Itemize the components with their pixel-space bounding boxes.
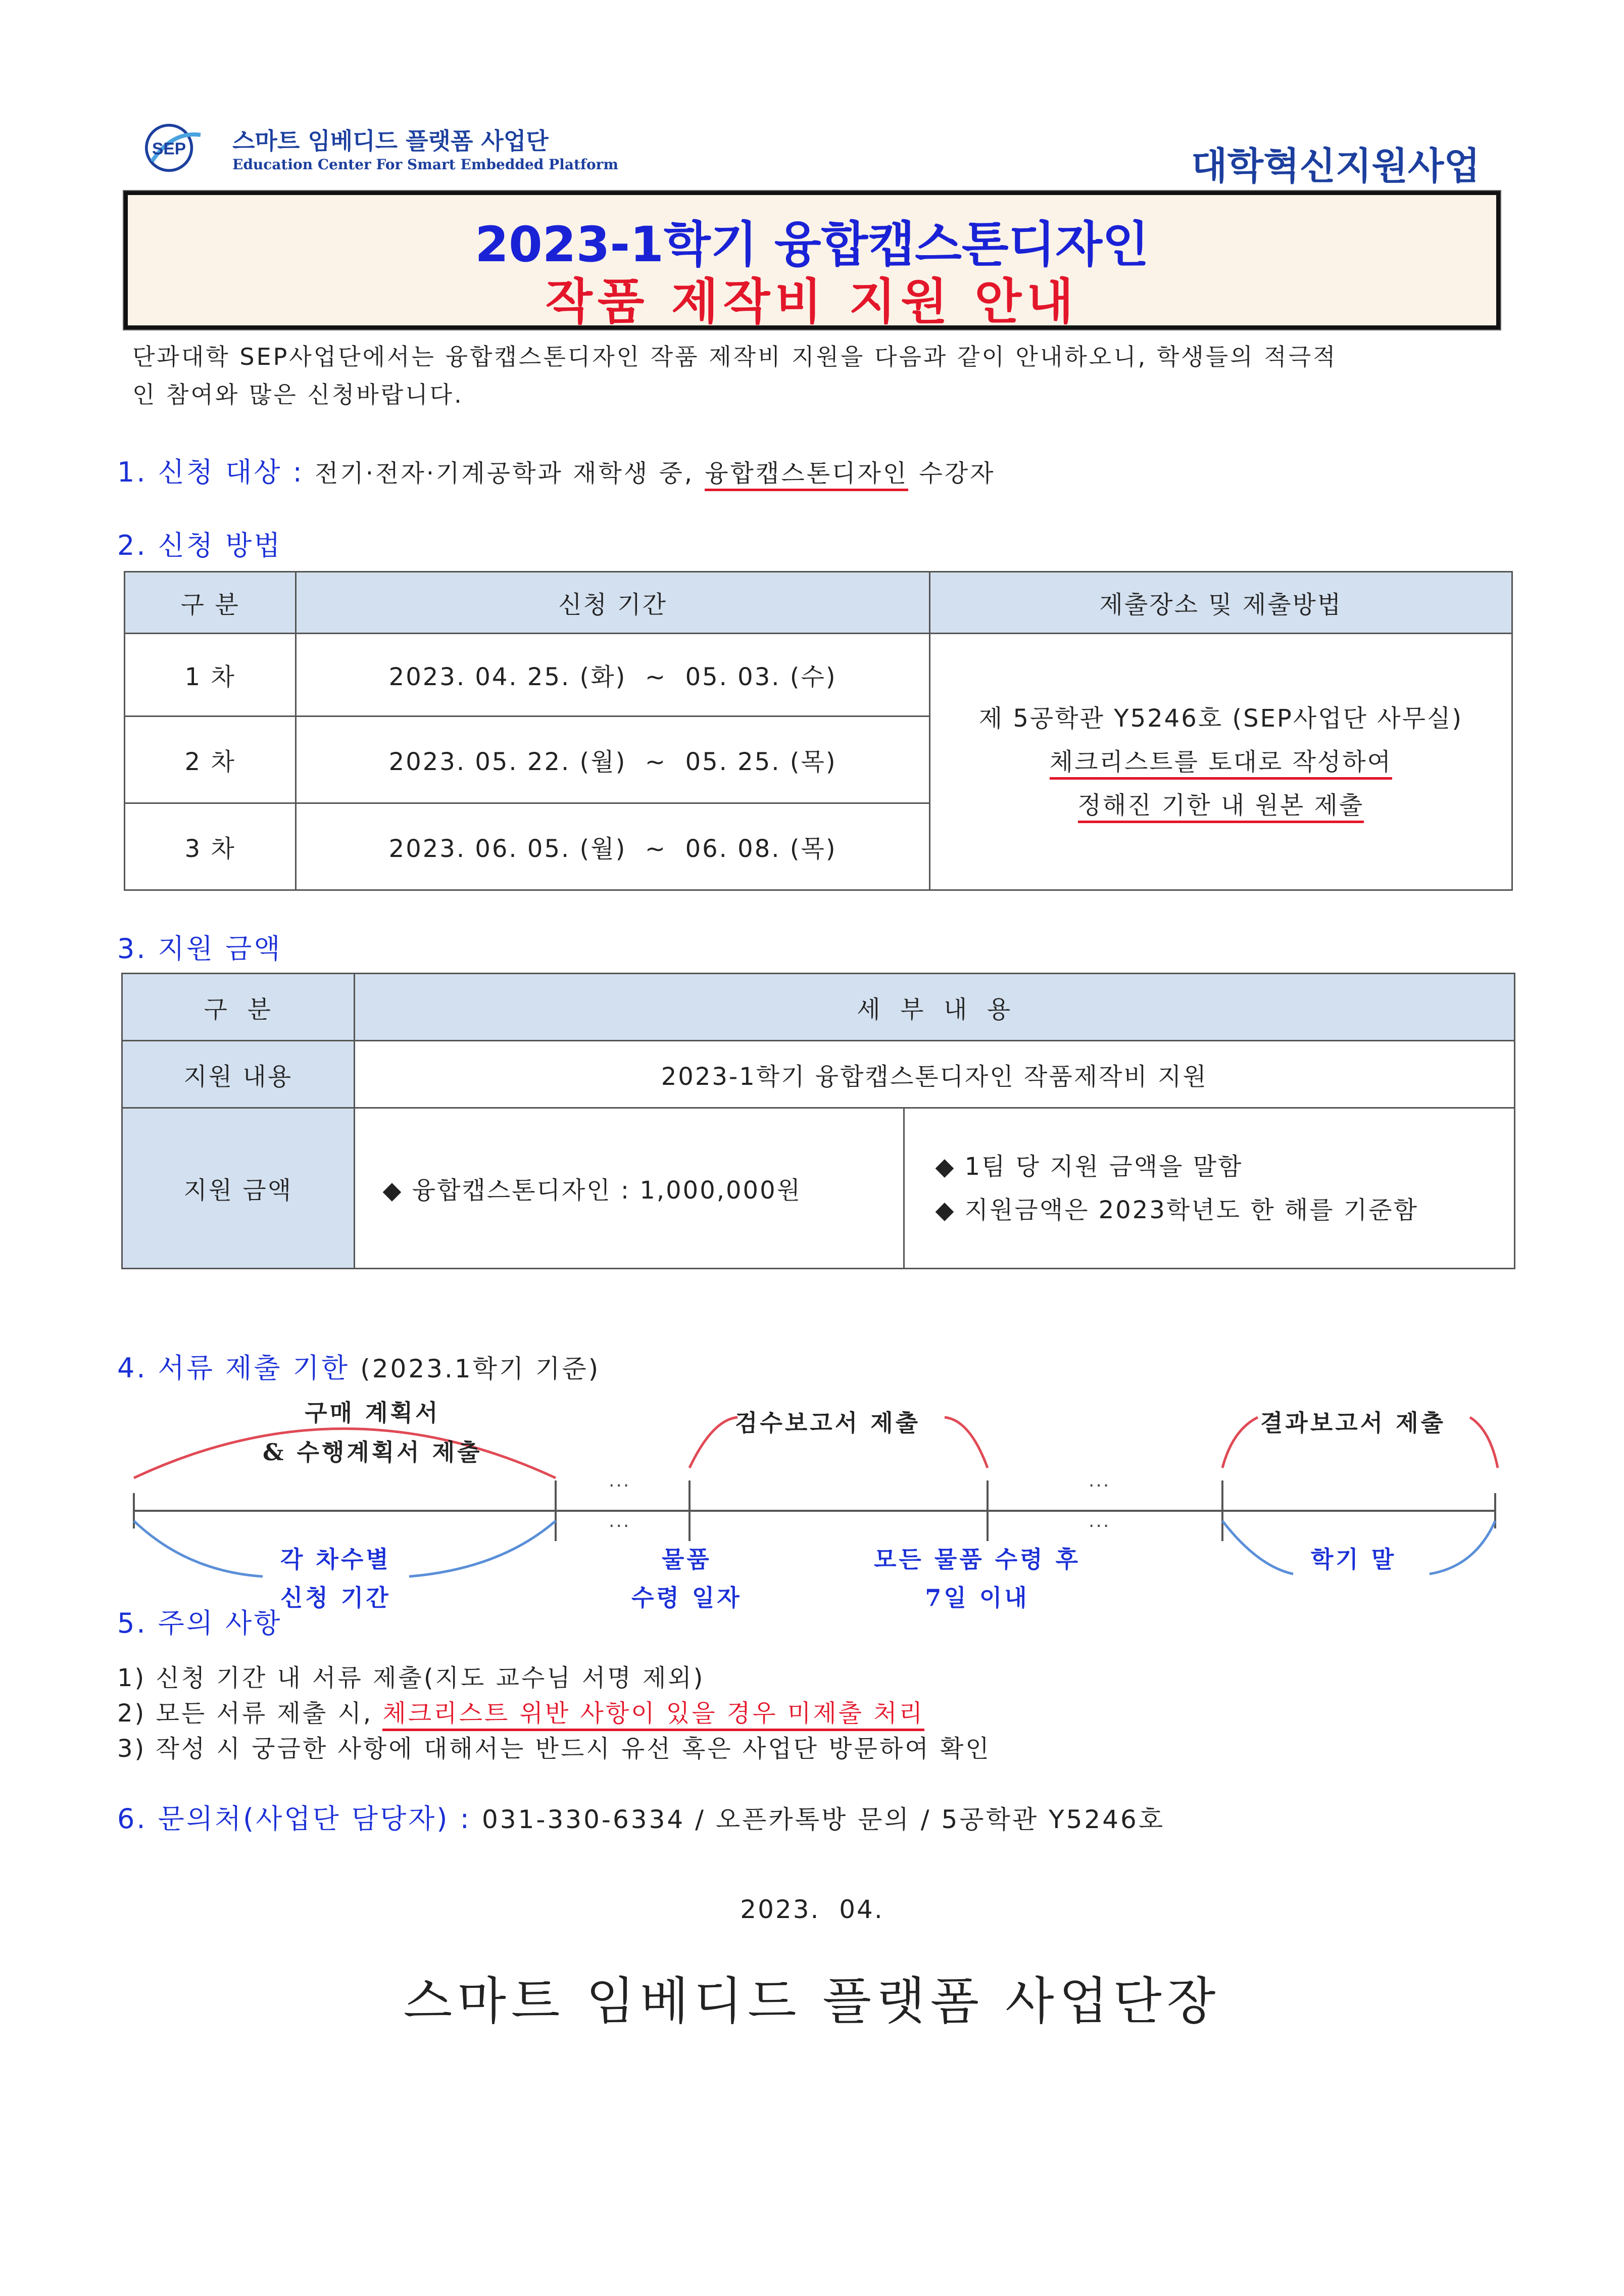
logo	[144, 119, 618, 189]
section-3-heading: 3. 지원 금액	[117, 933, 282, 965]
note-item-2-highlight: 체크리스트 위반 사항이 있을 경우 미제출 처리	[382, 1699, 924, 1731]
timeline-top-1	[263, 1395, 482, 1467]
amount-notes	[904, 1108, 1515, 1269]
footer-signature: 스마트 임베디드 플랫폼 사업단장	[403, 1972, 1221, 2031]
timeline-bottom-2	[631, 1541, 742, 1613]
section-1-highlight: 융합캡스톤디자인	[705, 459, 908, 491]
timeline-top-3: 결과보고서 제출	[1260, 1409, 1446, 1437]
logo-title: 스마트 임베디드 플랫폼 사업단	[232, 127, 549, 155]
method-line-2: 정해진 기한 내 원본 제출	[1078, 791, 1364, 823]
note-item-3: 3) 작성 시 궁금한 사항에 대해서는 반드시 유선 혹은 사업단 방문하여 확인	[117, 1735, 991, 1763]
timeline-bottom-3-line-2: 7일 이내	[925, 1584, 1029, 1611]
section-1	[117, 451, 996, 490]
note-item-2-prefix: 2) 모든 서류 제출 시,	[117, 1699, 373, 1728]
period-cell: 2023. 06. 05. (월) ~ 06. 08. (목)	[296, 803, 929, 890]
timeline-bottom-1-line-1: 각 차수별	[280, 1546, 391, 1573]
title-line-2: 작품 제작비 지원 안내	[546, 273, 1078, 330]
place-cell	[929, 634, 1512, 890]
timeline-bottom-1-line-2: 신청 기간	[280, 1584, 391, 1611]
timeline-ellipsis: ···	[1089, 1516, 1111, 1537]
method-line-1: 체크리스트를 토대로 작성하여	[1050, 748, 1392, 780]
value-content: 2023-1학기 융합캡스톤디자인 작품제작비 지원	[354, 1041, 1514, 1108]
header-period: 신청 기간	[296, 572, 929, 634]
period-cell: 2023. 04. 25. (화) ~ 05. 03. (수)	[296, 634, 929, 716]
round-cell: 2 차	[125, 716, 296, 803]
contact-text: 031-330-6334 / 오픈카톡방 문의 / 5공학관 Y5246호	[482, 1805, 1165, 1834]
label-content: 지원 내용	[122, 1041, 355, 1108]
title-line-1: 2023-1학기 융합캡스톤디자인	[475, 216, 1149, 273]
round-cell: 3 차	[125, 803, 296, 890]
section-6	[117, 1797, 1165, 1836]
header-details: 세 부 내 용	[354, 974, 1514, 1041]
note-item-1: 1) 신청 기간 내 서류 제출(지도 교수님 서명 제외)	[117, 1664, 705, 1692]
amount-note-2: ◆ 지원금액은 2023학년도 한 해를 기준함	[935, 1195, 1418, 1224]
header-place: 제출장소 및 제출방법	[929, 572, 1512, 634]
footer-date: 2023. 04.	[740, 1895, 884, 1924]
deadline-timeline	[116, 1395, 1510, 1611]
section-6-heading: 6. 문의처(사업단 담당자) :	[117, 1803, 471, 1835]
timeline-bottom-3	[874, 1541, 1080, 1613]
section-4-heading: 4. 서류 제출 기한	[117, 1352, 350, 1384]
timeline-top-2: 검수보고서 제출	[735, 1409, 921, 1437]
timeline-bottom-2-line-2: 수령 일자	[631, 1584, 742, 1611]
application-table	[124, 571, 1513, 891]
timeline-bottom-3-line-1: 모든 물품 수령 후	[874, 1546, 1081, 1573]
timeline-bottom-4: 학기 말	[1311, 1546, 1397, 1573]
section-4	[117, 1347, 600, 1385]
logo-mark: SEP	[152, 139, 186, 159]
timeline-top-1-line-1: 구매 계획서	[305, 1399, 440, 1426]
label-amount: 지원 금액	[122, 1108, 355, 1269]
section-5-heading: 5. 주의 사항	[117, 1607, 282, 1639]
header-category: 구 분	[122, 974, 355, 1041]
note-item-2	[117, 1694, 924, 1729]
timeline-ellipsis: ···	[609, 1516, 631, 1537]
intro-line-2: 인 참여와 많은 신청바랍니다.	[132, 381, 464, 408]
table-row	[122, 1108, 1515, 1269]
timeline-ellipsis: ···	[609, 1475, 631, 1496]
timeline-bottom-2-line-1: 물품	[661, 1546, 712, 1573]
value-amount: ◆ 융합캡스톤디자인 : 1,000,000원	[354, 1108, 904, 1269]
intro-line-1: 단과대학 SEP사업단에서는 융합캡스톤디자인 작품 제작비 지원을 다음과 같이 안내하오니, 학생들의 적극적	[132, 343, 1338, 370]
section-2-heading: 2. 신청 방법	[117, 530, 282, 561]
amount-note-1: ◆ 1팀 당 지원 금액을 말함	[935, 1152, 1243, 1181]
table-row	[125, 634, 1512, 716]
sep-logo-icon	[144, 119, 205, 179]
round-cell: 1 차	[125, 634, 296, 716]
section-1-heading: 1. 신청 대상 :	[117, 456, 304, 488]
timeline-bottom-1	[280, 1541, 391, 1613]
period-cell: 2023. 05. 22. (월) ~ 05. 25. (목)	[296, 716, 929, 803]
table-row	[122, 1041, 1515, 1108]
header-round: 구 분	[125, 572, 296, 634]
timeline-top-1-line-2: & 수행계획서 제출	[263, 1439, 482, 1466]
section-1-text-after: 수강자	[919, 459, 996, 488]
support-table	[121, 973, 1515, 1269]
section-4-basis: (2023.1학기 기준)	[360, 1354, 601, 1383]
place-text: 제 5공학관 Y5246호 (SEP사업단 사무실)	[978, 704, 1463, 733]
timeline-ellipsis: ···	[1089, 1475, 1111, 1496]
title-box	[124, 191, 1500, 329]
section-1-text: 전기·전자·기계공학과 재학생 중,	[315, 459, 695, 488]
logo-subtitle: Education Center For Smart Embedded Platform	[232, 156, 618, 173]
program-name: 대학혁신지원사업	[1191, 145, 1480, 188]
